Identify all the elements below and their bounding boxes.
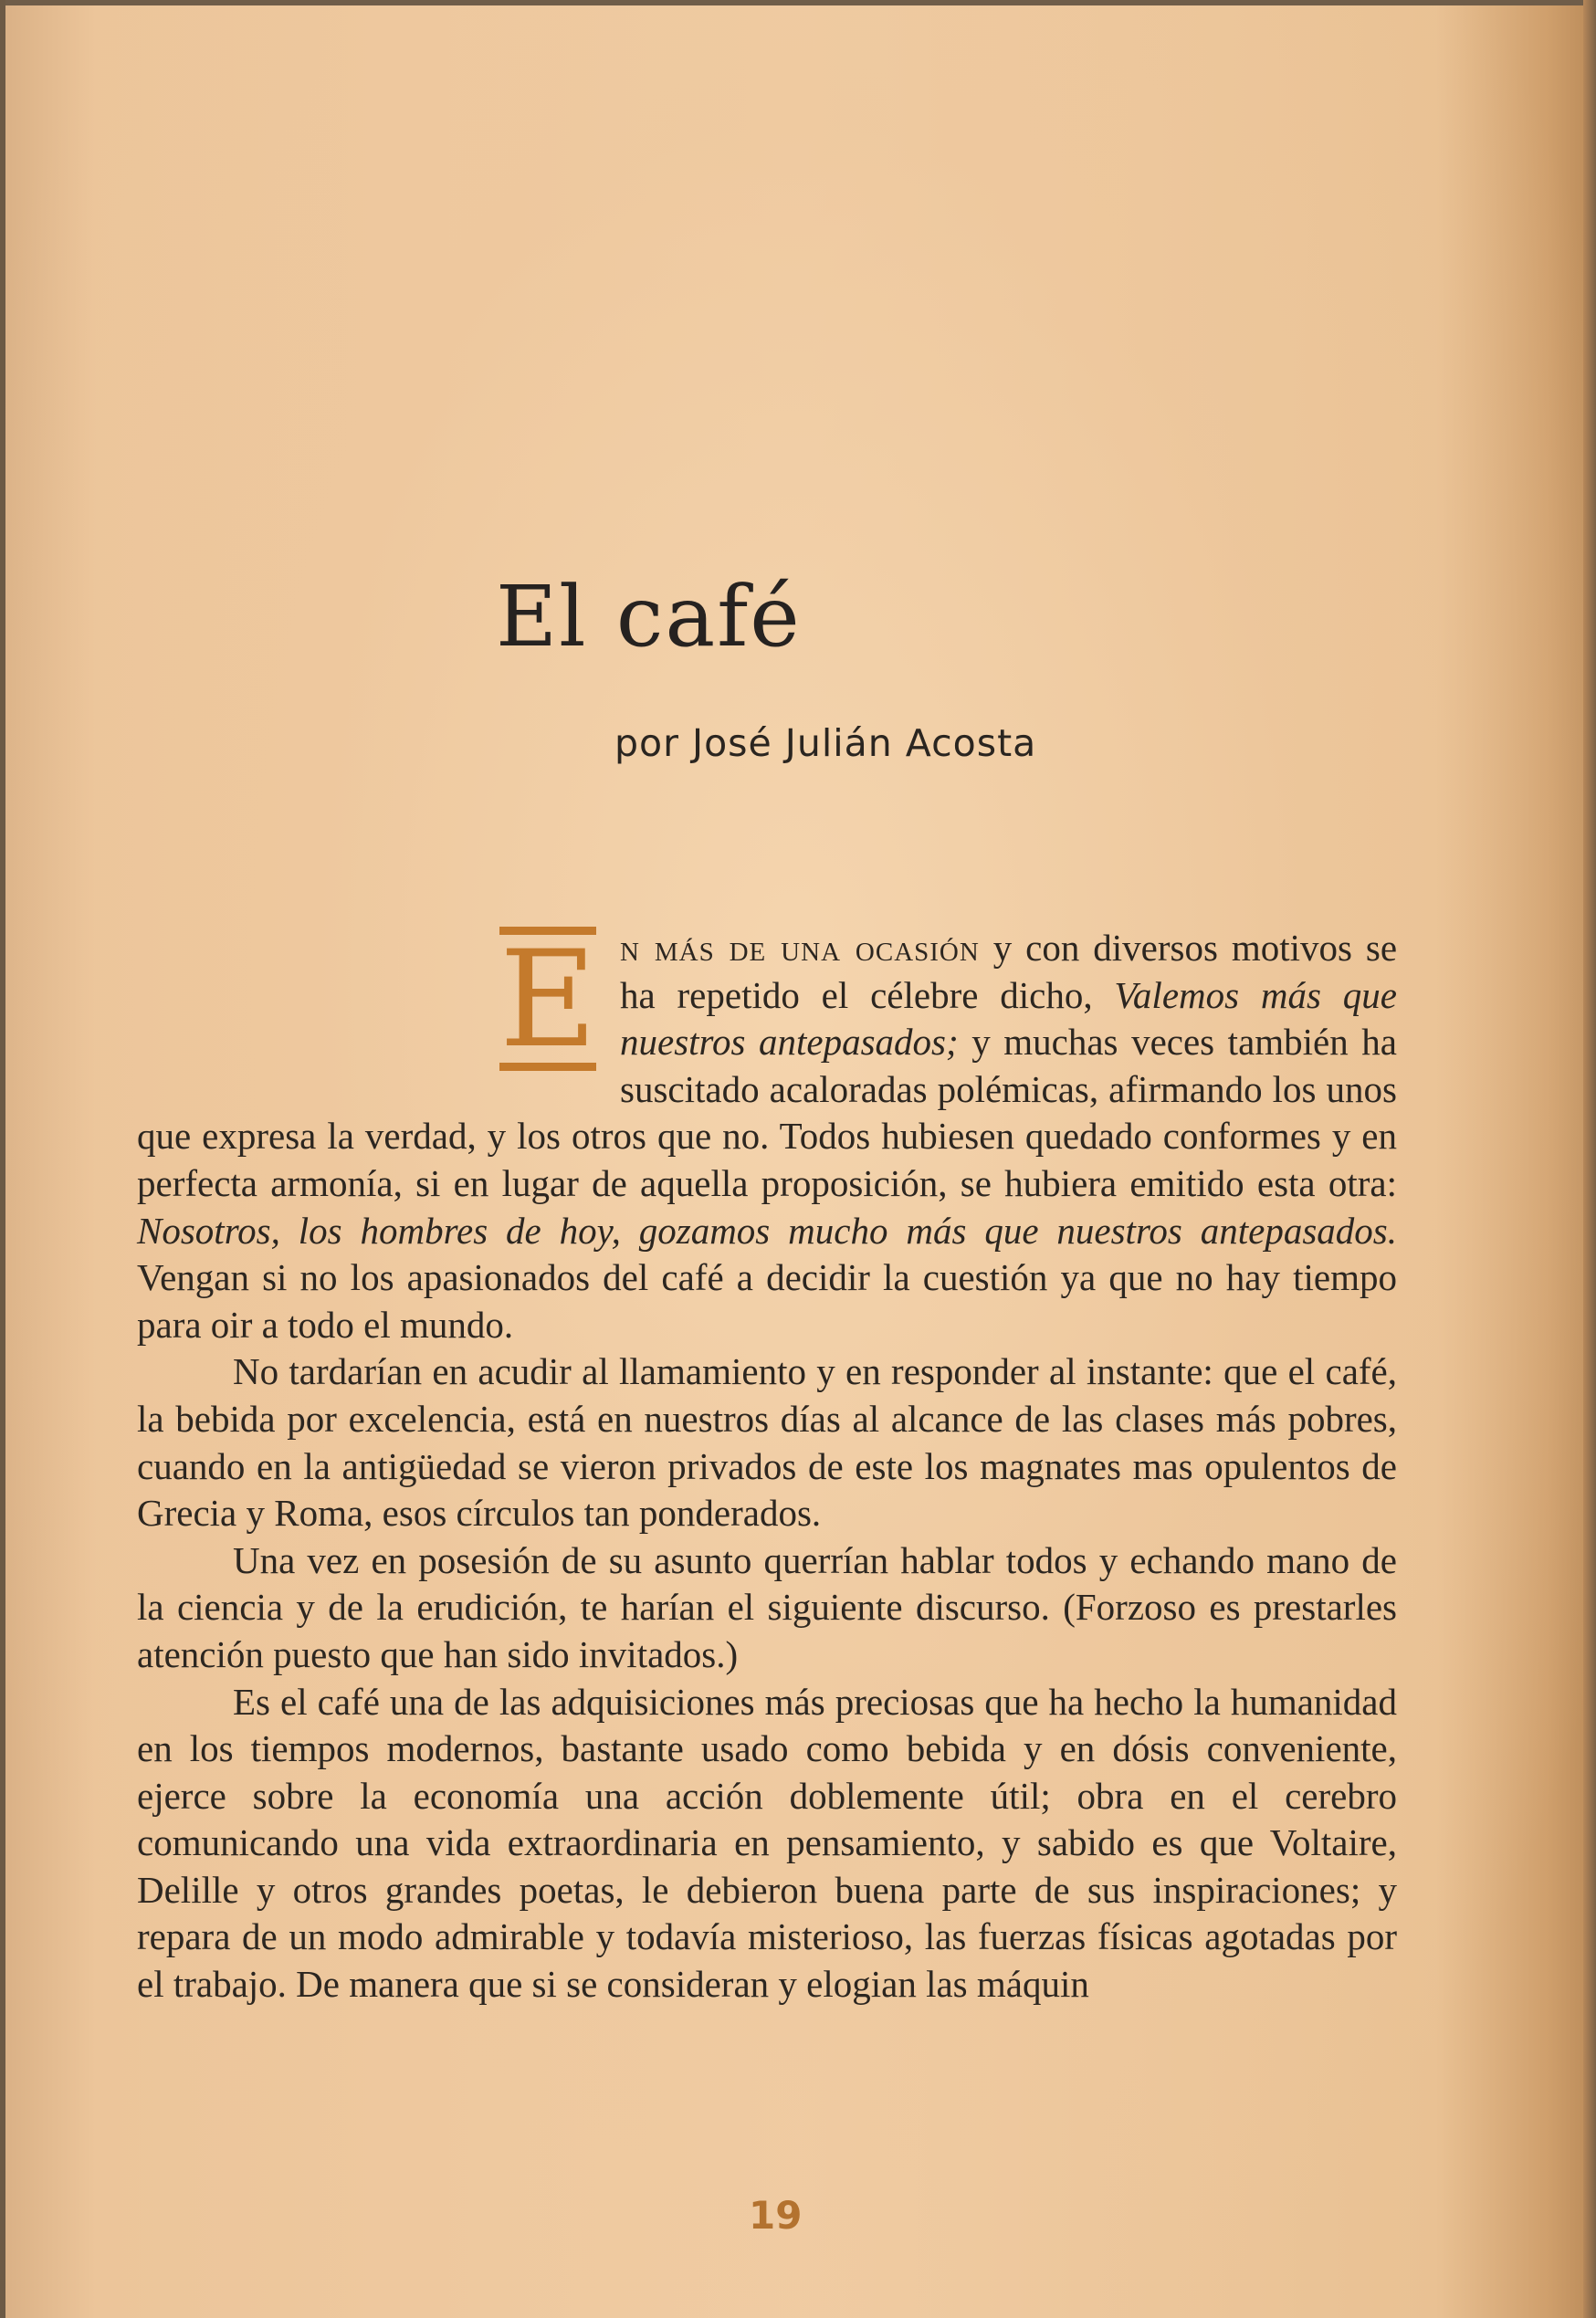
italic-phrase: Valemos más que nuestros antepasados; (620, 973, 1397, 1064)
opening-smallcaps: n más de una ocasión (620, 927, 980, 969)
page-number: 19 (749, 2193, 803, 2238)
article-body (137, 922, 1398, 2009)
scan-edge-left (0, 0, 5, 2318)
paragraph-3 (137, 1537, 1397, 1679)
paragraph-2 (137, 1348, 1397, 1537)
text-run: Vengan si no los apasionados del café a decidir la cuestión ya que no hay tiempo para oir a todo el mundo. (137, 1256, 1397, 1346)
drop-cap: E (499, 922, 597, 1077)
paragraph-1 (137, 922, 1398, 1348)
text-run: y con diversos motivos se ha repetido el célebre dicho, (620, 927, 1398, 1016)
article-byline: por José Julián Acosta (614, 721, 1037, 765)
text-run: No tardarían en acudir al llamamiento y en responder al instante: que el café, la bebida por excelencia, está en nuestros días al alcance de las clases más pobres, cuando en la antigüedad se vieron privados de este los magnates mas opulentos de Grecia y Roma, esos círculos tan ponderados. (137, 1350, 1397, 1535)
paragraph-1-text (137, 922, 1398, 1346)
italic-phrase: Nosotros, los hombres de hoy, gozamos mucho más que nuestros antepasados. (137, 1209, 1397, 1252)
text-run: Una vez en posesión de su asunto querrían hablar todos y echando mano de la ciencia y de la erudición, te harían el siguiente discurso. (Forzoso es prestarles atención puesto que han sido invitados.) (137, 1538, 1397, 1675)
paragraph-4 (137, 1679, 1397, 2009)
scan-edge-top (0, 0, 1596, 5)
article-title: El café (496, 568, 802, 666)
text-run: Es el café una de las adquisiciones más preciosas que ha hecho la humanidad en los tiempos modernos, bastante usado como bebida y en dósis conveniente, ejerce sobre la economía una acción doblemente útil; obra en el cerebro comunicando una vida extraordinaria en pensamiento, y sabido es que Voltaire, Delille y otros grandes poetas, le debieron buena parte de sus inspiraciones; y repara de un modo admirable y todavía misterioso, las fuerzas físicas agotadas por el trabajo. De manera que si se consideran y elogian las máquin (137, 1680, 1397, 2006)
scan-edge-right (1583, 0, 1596, 2318)
text-run: y muchas veces también ha suscitado acaloradas polémicas, afirmando los unos que expresa la verdad, y los otros que no. Todos hubiesen quedado conformes y en perfecta armonía, si en lugar de aquella proposición, se hubiera emitido esta otra: (137, 1021, 1398, 1204)
